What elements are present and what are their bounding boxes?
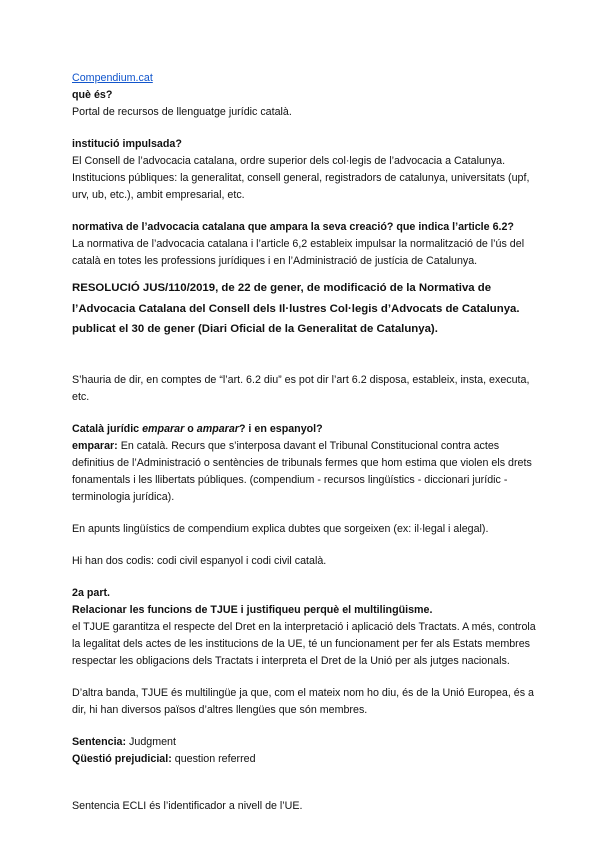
q4-definition: emparar: En català. Recurs que s’interposa davant el Tribunal Constitucional contra actes definitius de l’Administració o sentències de tribunals fermes que hom estima que violen els drets fonamentals i les llibertats públiques. (compendium - recursos lingüístics - diccionari jurídic - terminologia jurídica). — [72, 439, 532, 503]
part2-label: 2a part. — [72, 586, 111, 599]
codis-note: Hi han dos codis: codi civil espanyol i codi civil català. — [72, 554, 327, 567]
q3-text: La normativa de l’advocacia catalana i l’article 6,2 estableix impulsar la normalització de l’ús del català en totes les professions jurídiques i en l’Administració de justícia de Catalunya. — [72, 238, 525, 267]
compendium-link[interactable]: Compendium.cat — [72, 72, 153, 84]
q1-text: Portal de recursos de llenguatge jurídic català. — [72, 106, 292, 118]
q4-heading: Català jurídic emparar o amparar? i en espanyol? — [72, 422, 323, 435]
term-emparar: emparar: — [72, 439, 118, 452]
document-page — [72, 70, 542, 815]
apunts-note: En apunts lingüístics de compendium explica dubtes que sorgeixen (ex: il·legal i alegal). — [72, 522, 489, 535]
glossary-sentencia: Sentencia: Judgment — [72, 735, 176, 748]
part2-paragraph-2: D’altra banda, TJUE és multilingüe ja que, com el mateix nom ho diu, és de la Unió Europea, és a dir, hi han diversos països d’altres llengües que són membres. — [72, 686, 534, 716]
part2-paragraph-1: el TJUE garantitza el respecte del Dret en la interpretació i aplicació dels Tractats. A més, controla la legalitat dels actes de les institucions de la UE, té un funcionament per fer als Estats membres respectar les obligacions dels Tractats i interpreta el Dret de la Unió per als jutges nacionals. — [72, 620, 536, 667]
resolution-reference: RESOLUCIÓ JUS/110/2019, de 22 de gener, de modificació de la Normativa de l’Advocacia Catalana del Consell dels Il·lustres Col·legis d’Advocats de Catalunya. publicat el 30 de gener (Diari Oficial de la Generalitat de Catalunya). — [72, 282, 520, 335]
ecli-note: Sentencia ECLI és l’identificador a nivell de l’UE. — [72, 799, 303, 812]
q1-heading: què és? — [72, 89, 113, 101]
q3-heading: normativa de l’advocacia catalana que ampara la seva creació? que indica l’article 6.2? — [72, 221, 514, 233]
article-usage-note: S’hauria de dir, en comptes de “l’art. 6.2 diu” es pot dir l’art 6.2 disposa, estableix, insta, executa, etc. — [72, 373, 530, 403]
glossary-questio: Qüestió prejudicial: question referred — [72, 752, 256, 765]
q2-text: El Consell de l’advocacia catalana, ordre superior dels col·legis de l’advocacia a Catalunya. Institucions públiques: la generalitat, consell general, registradors de catalunya, universitats (upf, urv, ub, etc.), ambit empresarial, etc. — [72, 155, 530, 201]
q2-heading: institució impulsada? — [72, 138, 182, 150]
part2-heading: Relacionar les funcions de TJUE i justifiqueu perquè el multilingüisme. — [72, 603, 433, 616]
